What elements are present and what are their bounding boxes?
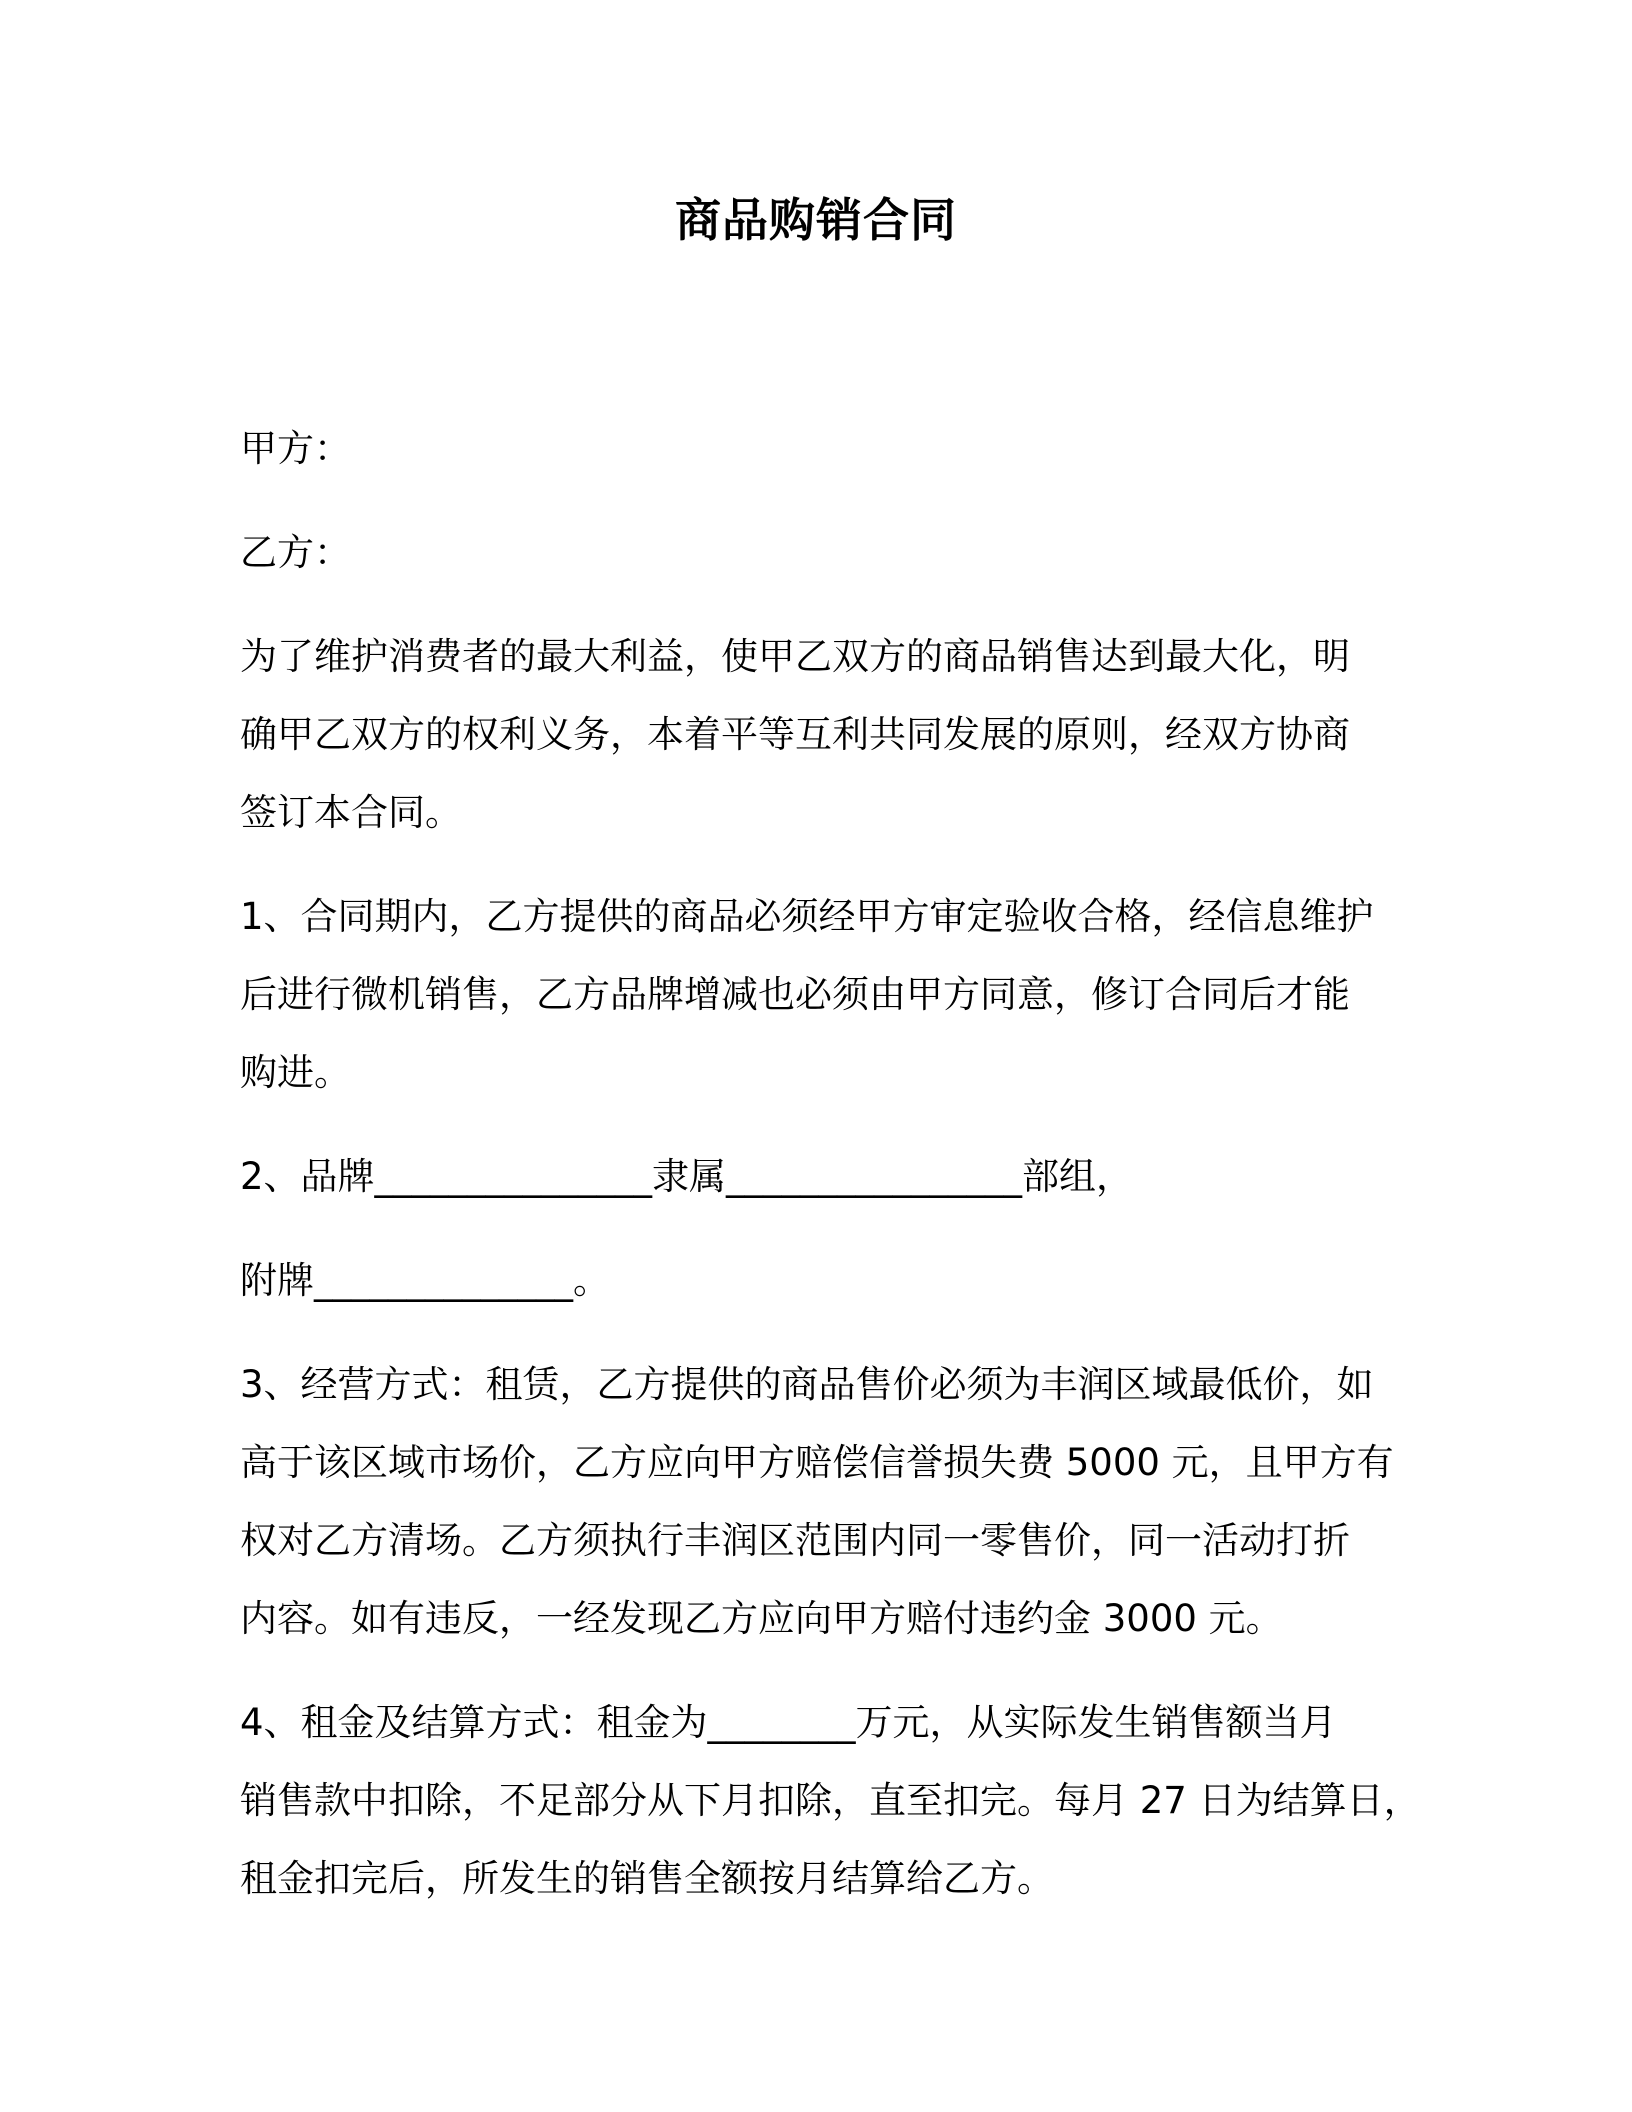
clause-2-paragraph — [240, 1138, 1420, 1216]
party-a-label: 甲方： — [240, 427, 351, 470]
clause-3-line: 权对乙方清场。乙方须执行丰润区范围内同一零售价，同一活动打折 — [240, 1519, 1350, 1562]
clause-3-line: 3、经营方式：租赁，乙方提供的商品售价必须为丰润区域最低价，如 — [240, 1363, 1374, 1406]
clause-4-paragraph — [240, 1684, 1420, 1918]
clause-1-line: 后进行微机销售，乙方品牌增减也必须由甲方同意，修订合同后才能 — [240, 973, 1350, 1016]
preamble-line: 确甲乙双方的权利义务，本着平等互利共同发展的原则，经双方协商 — [240, 713, 1350, 756]
clause-1-line: 购进。 — [240, 1051, 351, 1094]
party-b-label: 乙方： — [240, 531, 351, 574]
document-title: 商品购销合同 — [675, 193, 957, 247]
clause-3-paragraph — [240, 1346, 1420, 1658]
preamble-paragraph — [240, 618, 1420, 852]
preamble-line: 为了维护消费者的最大利益，使甲乙双方的商品销售达到最大化，明 — [240, 635, 1350, 678]
clause-4-line: 租金扣完后，所发生的销售全额按月结算给乙方。 — [240, 1857, 1054, 1900]
clause-4-line: 4、租金及结算方式：租金为________万元，从实际发生销售额当月 — [240, 1701, 1337, 1744]
party-b-line — [240, 514, 1420, 592]
clause-3-line: 内容。如有违反，一经发现乙方应向甲方赔付违约金 3000 元。 — [240, 1597, 1283, 1640]
clause-2-line: 附牌______________。 — [240, 1259, 610, 1302]
clause-3-line: 高于该区域市场价，乙方应向甲方赔偿信誉损失费 5000 元，且甲方有 — [240, 1441, 1394, 1484]
clause-1-paragraph — [240, 878, 1420, 1112]
clause-2-subline-paragraph — [240, 1242, 1420, 1320]
document-body — [240, 410, 1420, 1944]
party-a-line — [240, 410, 1420, 488]
clause-1-line: 1、合同期内，乙方提供的商品必须经甲方审定验收合格，经信息维护 — [240, 895, 1374, 938]
preamble-line: 签订本合同。 — [240, 791, 462, 834]
clause-4-line: 销售款中扣除，不足部分从下月扣除，直至扣完。每月 27 日为结算日， — [240, 1779, 1421, 1822]
clause-2-line: 2、品牌_______________隶属________________部组， — [240, 1155, 1134, 1198]
